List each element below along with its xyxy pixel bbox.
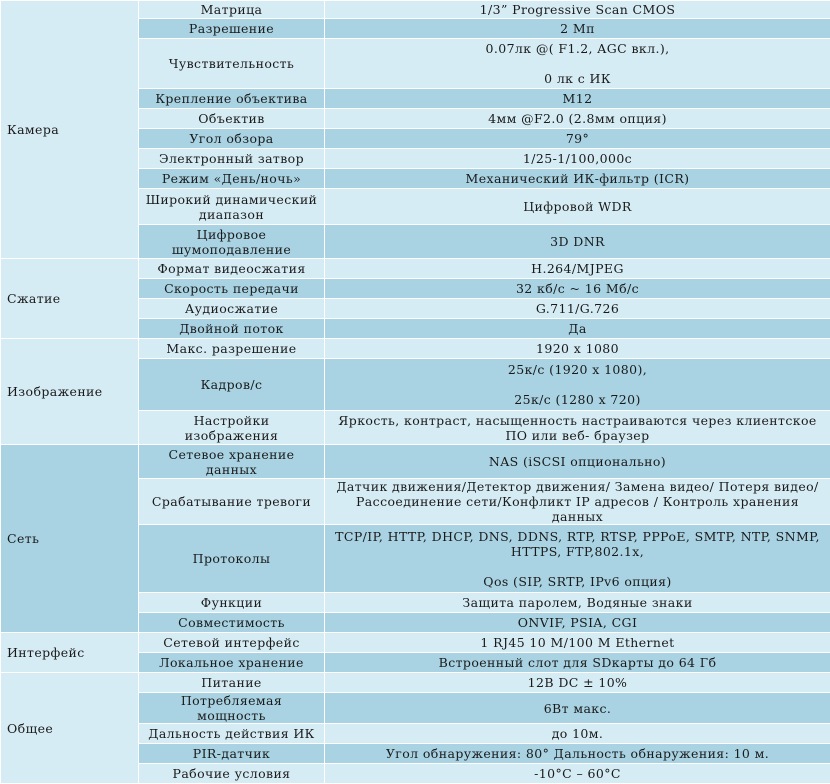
value-line: 1 RJ45 10 M/100 M Ethernet: [331, 635, 824, 650]
parameter-cell: Угол обзора: [139, 129, 325, 149]
value-cell: [325, 339, 830, 359]
parameter-cell: Протоколы: [139, 525, 325, 593]
parameter-cell: Совместимость: [139, 613, 325, 633]
value-line: 0 лк с ИК: [331, 71, 824, 86]
value-cell: [325, 613, 830, 633]
value-line: 25к/с (1280 x 720): [331, 392, 824, 407]
parameter-cell: Макс. разрешение: [139, 339, 325, 359]
value-line: M12: [331, 91, 824, 106]
value-line: Встроенный слот для SDкарты до 64 Гб: [331, 655, 824, 670]
parameter-cell: Объектив: [139, 109, 325, 129]
value-cell: [325, 259, 830, 279]
value-cell: [325, 1, 830, 19]
value-cell: [325, 724, 830, 744]
value-cell: [325, 764, 830, 784]
value-line: TCP/IP, HTTP, DHCP, DNS, DDNS, RTP, RTSP, PPPoE, SMTP, NTP, SNMP, HTTPS, FTP,802.1x,: [331, 529, 824, 559]
value-cell: [325, 411, 830, 445]
parameter-cell: Питание: [139, 673, 325, 693]
category-cell: Камера: [1, 1, 139, 259]
parameter-cell: Крепление объектива: [139, 89, 325, 109]
value-line: 12В DC ± 10%: [331, 675, 824, 690]
parameter-cell: Чувствительность: [139, 39, 325, 89]
parameter-cell: Потребляемая мощность: [139, 693, 325, 724]
parameter-cell: Сетевое хранение данных: [139, 445, 325, 479]
value-cell: [325, 189, 830, 225]
value-line: 3D DNR: [331, 234, 824, 249]
value-line: Угол обнаружения: 80° Дальность обнаружения: 10 м.: [331, 746, 824, 761]
value-line: [331, 377, 824, 392]
value-cell: [325, 693, 830, 724]
value-line: H.264/MJPEG: [331, 261, 824, 276]
value-line: 4мм @F2.0 (2.8мм опция): [331, 111, 824, 126]
value-cell: [325, 129, 830, 149]
value-line: 1920 x 1080: [331, 341, 824, 356]
value-cell: [325, 89, 830, 109]
parameter-cell: Скорость передачи: [139, 279, 325, 299]
category-cell: Сеть: [1, 445, 139, 633]
value-cell: [325, 109, 830, 129]
parameter-cell: Электронный затвор: [139, 149, 325, 169]
table-row: [1, 445, 830, 479]
value-line: [331, 56, 824, 71]
parameter-cell: Цифровое шумоподавление: [139, 225, 325, 259]
value-line: [331, 559, 824, 574]
value-line: 0.07лк @( F1.2, AGC вкл.),: [331, 41, 824, 56]
value-cell: [325, 633, 830, 653]
specifications-body: [1, 1, 830, 784]
value-line: 32 кб/с ~ 16 Мб/с: [331, 281, 824, 296]
value-line: 2 Мп: [331, 21, 824, 36]
value-line: -10°C – 60°C: [331, 766, 824, 781]
value-cell: [325, 653, 830, 673]
table-row: [1, 633, 830, 653]
parameter-cell: Срабатывание тревоги: [139, 479, 325, 525]
table-row: [1, 673, 830, 693]
value-line: Qos (SIP, SRTP, IPv6 опция): [331, 574, 824, 589]
value-line: 79°: [331, 131, 824, 146]
category-cell: Интерфейс: [1, 633, 139, 673]
value-cell: [325, 149, 830, 169]
value-line: NAS (iSCSI опционально): [331, 454, 824, 469]
value-cell: [325, 319, 830, 339]
parameter-cell: Рабочие условия: [139, 764, 325, 784]
value-cell: [325, 225, 830, 259]
value-line: G.711/G.726: [331, 301, 824, 316]
parameter-cell: Аудиосжатие: [139, 299, 325, 319]
value-line: Механический ИК-фильтр (ICR): [331, 171, 824, 186]
parameter-cell: Широкий динамический диапазон: [139, 189, 325, 225]
table-row: [1, 259, 830, 279]
value-cell: [325, 673, 830, 693]
value-line: до 10м.: [331, 726, 824, 741]
parameter-cell: Разрешение: [139, 19, 325, 39]
parameter-cell: Сетевой интерфейс: [139, 633, 325, 653]
value-line: Датчик движения/Детектор движения/ Замена видео/ Потеря видео/ Рассоединение сети/Конфликт IP адресов / Контроль хранения данных: [331, 479, 824, 524]
value-cell: [325, 39, 830, 89]
parameter-cell: Формат видеосжатия: [139, 259, 325, 279]
value-cell: [325, 593, 830, 613]
value-line: 6Вт макс.: [331, 701, 824, 716]
table-row: [1, 1, 830, 19]
table-row: [1, 339, 830, 359]
parameter-cell: Настройки изображения: [139, 411, 325, 445]
parameter-cell: Локальное хранение: [139, 653, 325, 673]
parameter-cell: Функции: [139, 593, 325, 613]
parameter-cell: Кадров/с: [139, 359, 325, 411]
value-cell: [325, 445, 830, 479]
parameter-cell: Дальность действия ИК: [139, 724, 325, 744]
parameter-cell: Режим «День/ночь»: [139, 169, 325, 189]
parameter-cell: Матрица: [139, 1, 325, 19]
value-line: Защита паролем, Водяные знаки: [331, 595, 824, 610]
parameter-cell: Двойной поток: [139, 319, 325, 339]
value-cell: [325, 279, 830, 299]
value-line: ONVIF, PSIA, CGI: [331, 615, 824, 630]
value-line: Яркость, контраст, насыщенность настраиваются через клиентское ПО или веб- браузер: [331, 413, 824, 443]
value-cell: [325, 169, 830, 189]
value-cell: [325, 19, 830, 39]
value-line: 25к/с (1920 x 1080),: [331, 362, 824, 377]
category-cell: Общее: [1, 673, 139, 784]
category-cell: Сжатие: [1, 259, 139, 339]
parameter-cell: PIR-датчик: [139, 744, 325, 764]
value-line: Да: [331, 321, 824, 336]
value-cell: [325, 744, 830, 764]
value-cell: [325, 479, 830, 525]
value-cell: [325, 359, 830, 411]
value-line: Цифровой WDR: [331, 199, 824, 214]
value-line: 1/3” Progressive Scan CMOS: [331, 2, 824, 17]
category-cell: Изображение: [1, 339, 139, 445]
value-line: 1/25-1/100,000с: [331, 151, 824, 166]
value-cell: [325, 525, 830, 593]
value-cell: [325, 299, 830, 319]
